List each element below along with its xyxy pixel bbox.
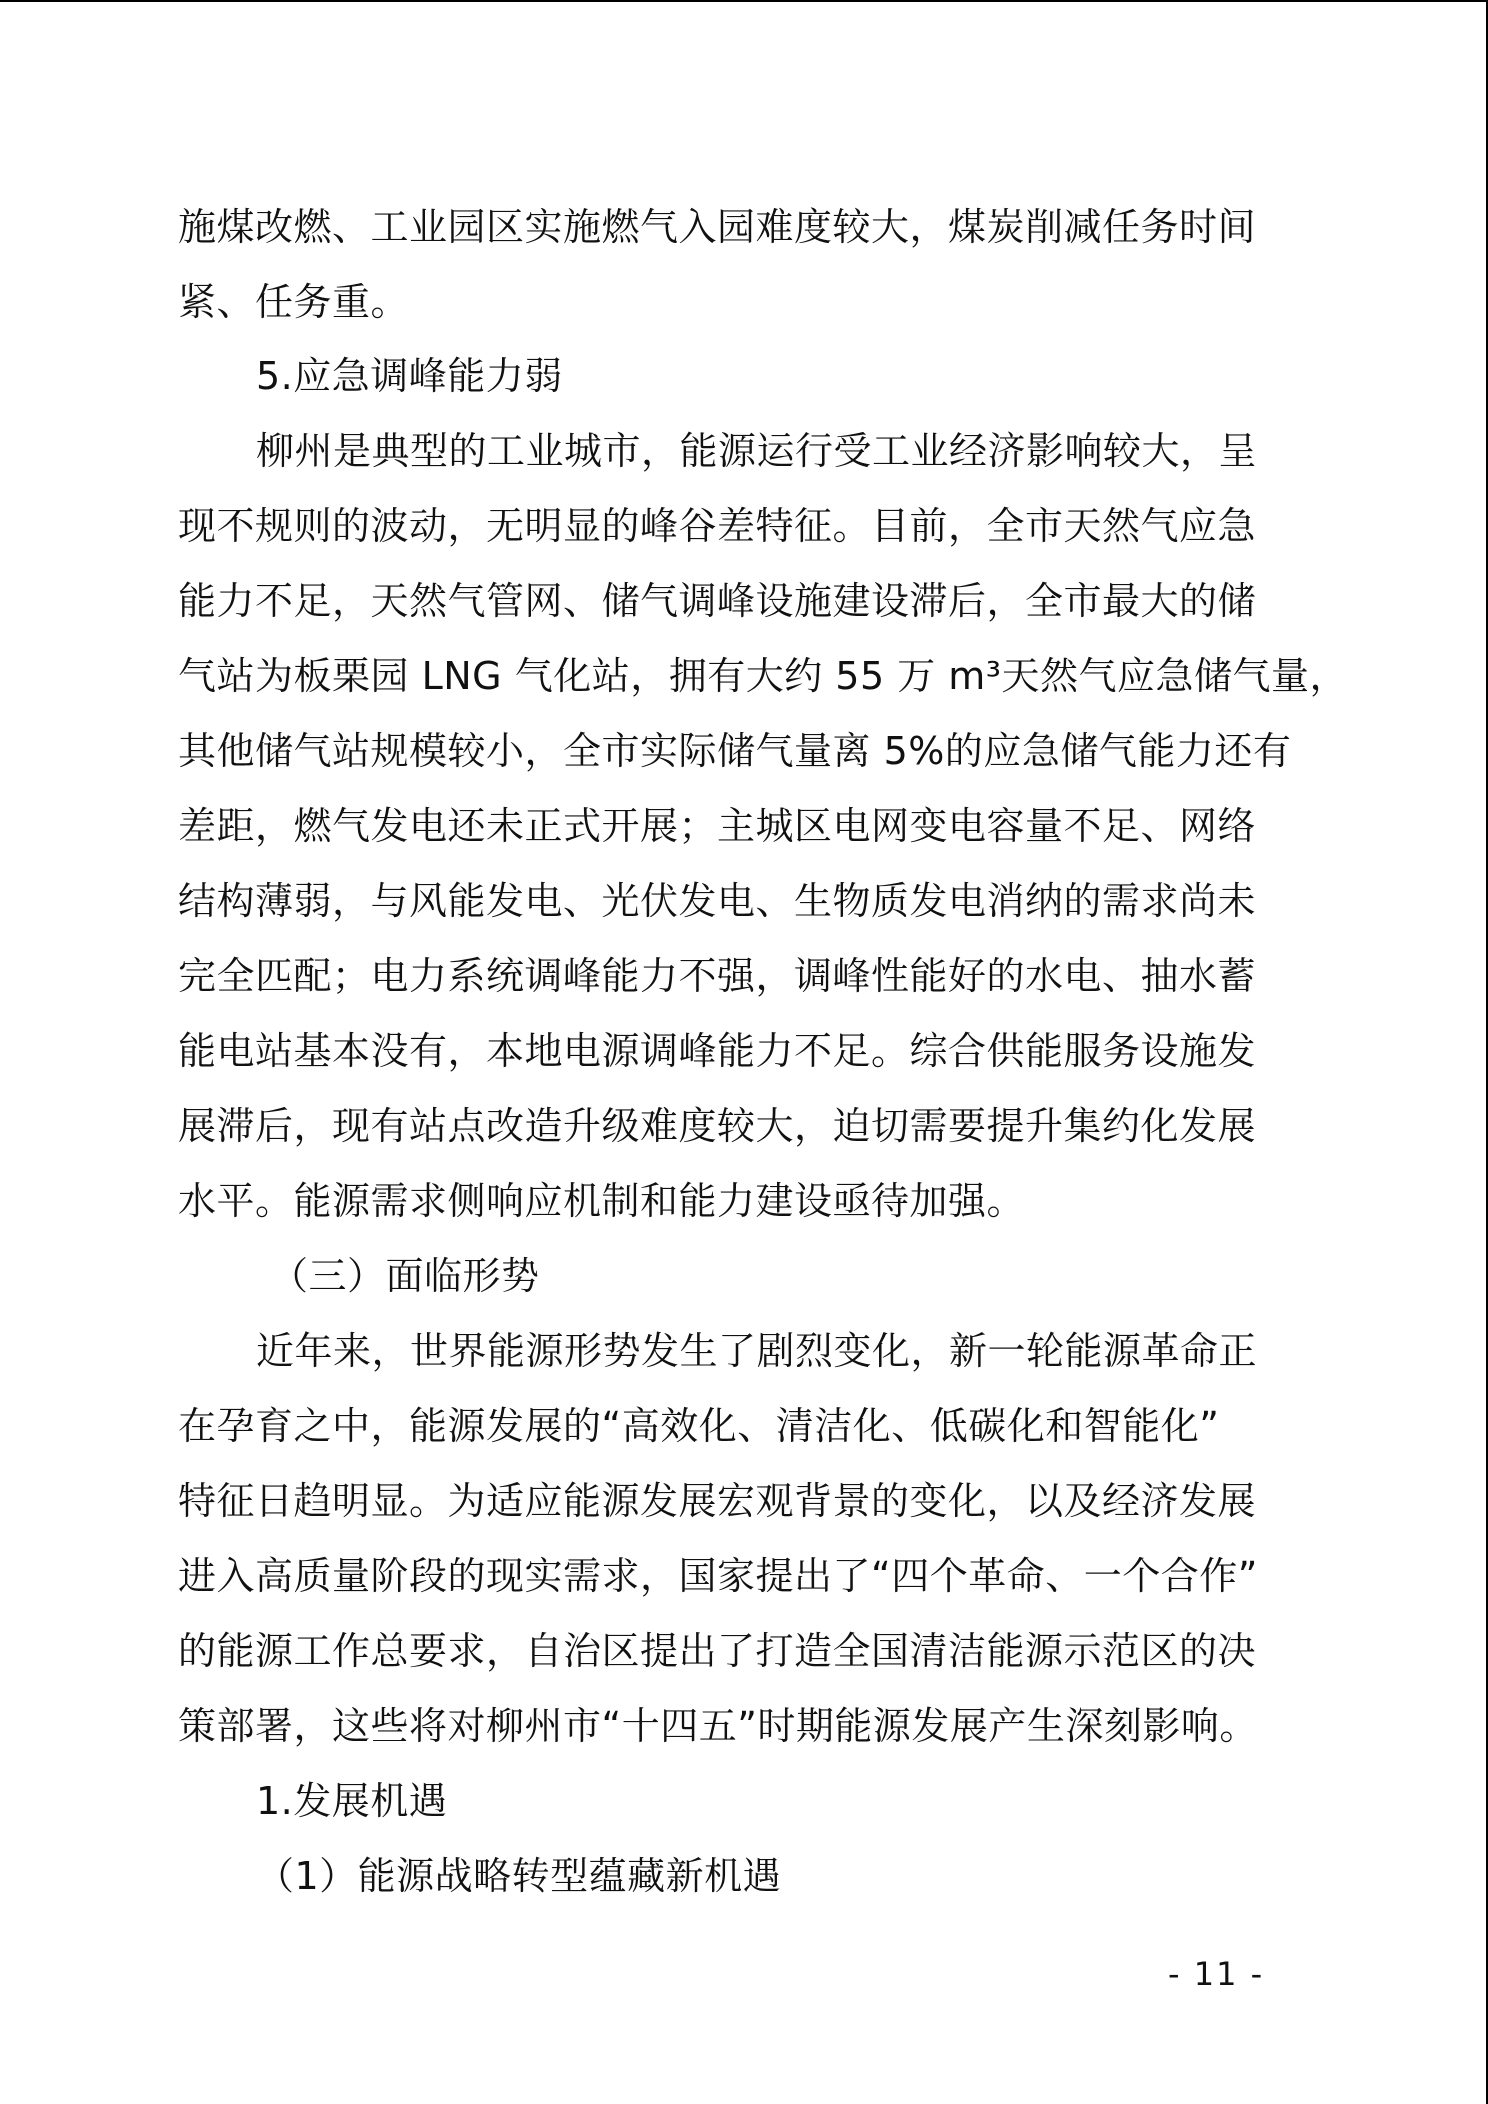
paragraph-line: 柳州是典型的工业城市，能源运行受工业经济影响较大，呈 — [256, 429, 1258, 473]
paragraph-line: 特征日趋明显。为适应能源发展宏观背景的变化，以及经济发展 — [178, 1479, 1257, 1523]
paragraph-line: 在孕育之中，能源发展的“高效化、清洁化、低碳化和智能化” — [178, 1404, 1220, 1448]
paragraph-line: 进入高质量阶段的现实需求，国家提出了“四个革命、一个合作” — [178, 1554, 1258, 1598]
paragraph-line: 现不规则的波动，无明显的峰谷差特征。目前，全市天然气应急 — [178, 504, 1257, 548]
paragraph-line: 紧、任务重。 — [178, 280, 410, 324]
paragraph-line: 水平。能源需求侧响应机制和能力建设亟待加强。 — [178, 1179, 1026, 1223]
paragraph-line: 能力不足，天然气管网、储气调峰设施建设滞后，全市最大的储 — [178, 579, 1257, 623]
section-heading: 5.应急调峰能力弱 — [256, 354, 563, 398]
section-heading: （1）能源战略转型蕴藏新机遇 — [256, 1854, 782, 1898]
paragraph-line: 差距，燃气发电还未正式开展；主城区电网变电容量不足、网络 — [178, 804, 1257, 848]
paragraph-line: 近年来，世界能源形势发生了剧烈变化，新一轮能源革命正 — [256, 1329, 1258, 1373]
page-top-border — [0, 0, 1488, 2]
paragraph-line: 的能源工作总要求，自治区提出了打造全国清洁能源示范区的决 — [178, 1629, 1257, 1673]
paragraph-line: 策部署，这些将对柳州市“十四五”时期能源发展产生深刻影响。 — [178, 1704, 1258, 1748]
paragraph-line: 施煤改燃、工业园区实施燃气入园难度较大，煤炭削减任务时间 — [178, 205, 1257, 249]
paragraph-line: 展滞后，现有站点改造升级难度较大，迫切需要提升集约化发展 — [178, 1104, 1257, 1148]
section-heading: （三）面临形势 — [270, 1254, 540, 1298]
paragraph-line: 完全匹配；电力系统调峰能力不强，调峰性能好的水电、抽水蓄 — [178, 954, 1257, 998]
page-number: - 11 - — [1168, 1955, 1265, 1993]
section-heading: 1.发展机遇 — [256, 1779, 448, 1823]
paragraph-line: 结构薄弱，与风能发电、光伏发电、生物质发电消纳的需求尚未 — [178, 879, 1257, 923]
paragraph-line: 气站为板栗园 LNG 气化站，拥有大约 55 万 m³天然气应急储气量， — [178, 654, 1349, 698]
paragraph-line: 其他储气站规模较小，全市实际储气量离 5%的应急储气能力还有 — [178, 729, 1292, 773]
paragraph-line: 能电站基本没有，本地电源调峰能力不足。综合供能服务设施发 — [178, 1029, 1257, 1073]
